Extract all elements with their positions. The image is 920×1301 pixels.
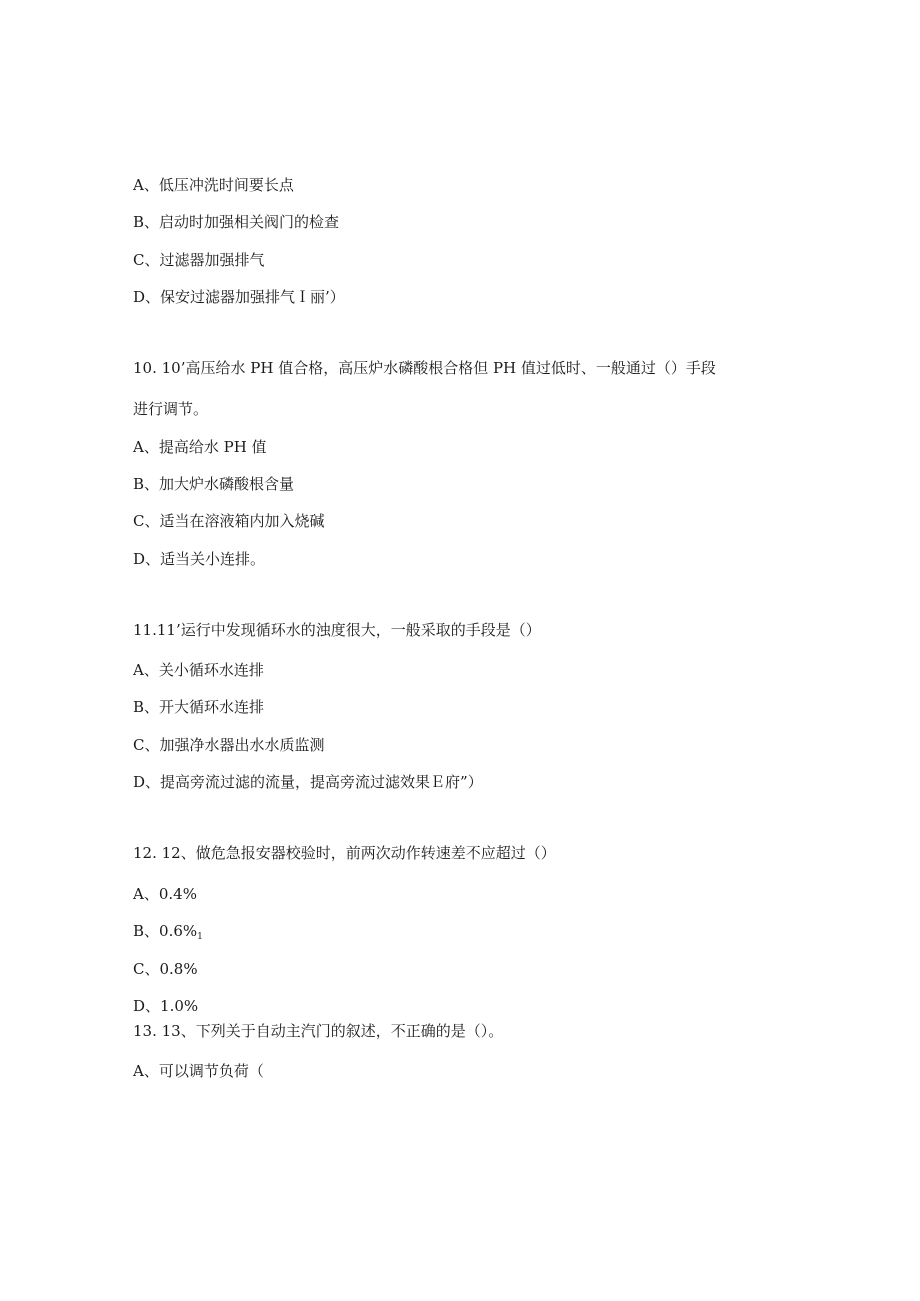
q10-option-a: A、提高给水 PH 值 <box>133 438 267 456</box>
q13-stem: 13. 13、下列关于自动主汽门的叙述，不正确的是（）。 <box>133 1022 504 1040</box>
q12-option-b-mark: 1 <box>197 932 203 942</box>
q13-option-a: A、可以调节负荷（ <box>133 1062 264 1080</box>
q12-option-b <box>133 921 203 947</box>
q9-option-c: C、过滤器加强排气 <box>133 251 265 269</box>
q12-stem: 12. 12、做危急报安器校验时，前两次动作转速差不应超过（） <box>133 844 556 862</box>
q12-option-b-text: B、0.6% <box>133 922 198 940</box>
q10-stem-line1: 10. 10’高压给水 PH 值合格，高压炉水磷酸根合格但 PH 值过低时、一般通过（）手段 <box>133 359 716 377</box>
q11-option-a: A、关小循环水连排 <box>133 661 264 679</box>
q11-option-d: D、提高旁流过滤的流量，提高旁流过滤效果Ｅ府”） <box>133 773 483 791</box>
q10-stem-line2: 进行调节。 <box>133 400 209 418</box>
q10-option-c: C、适当在溶液箱内加入烧碱 <box>133 512 325 530</box>
q11-option-c: C、加强净水器出水水质监测 <box>133 736 325 754</box>
q11-option-b: B、开大循环水连排 <box>133 698 265 716</box>
q11-stem: 11.11’运行中发现循环水的浊度很大，一般采取的手段是（） <box>133 621 541 639</box>
q10-option-b: B、加大炉水磷酸根含量 <box>133 475 295 493</box>
q12-option-a: A、0.4% <box>133 885 197 903</box>
q9-option-a: A、低压冲洗时间要长点 <box>133 176 294 194</box>
q12-option-c: C、0.8% <box>133 960 198 978</box>
q12-option-d: D、1.0% <box>133 997 199 1015</box>
q9-option-b: B、启动时加强相关阀门的检查 <box>133 213 340 231</box>
q9-option-d: D、保安过滤器加强排气Ｉ丽’） <box>133 288 345 306</box>
q10-option-d: D、适当关小连排。 <box>133 550 266 568</box>
